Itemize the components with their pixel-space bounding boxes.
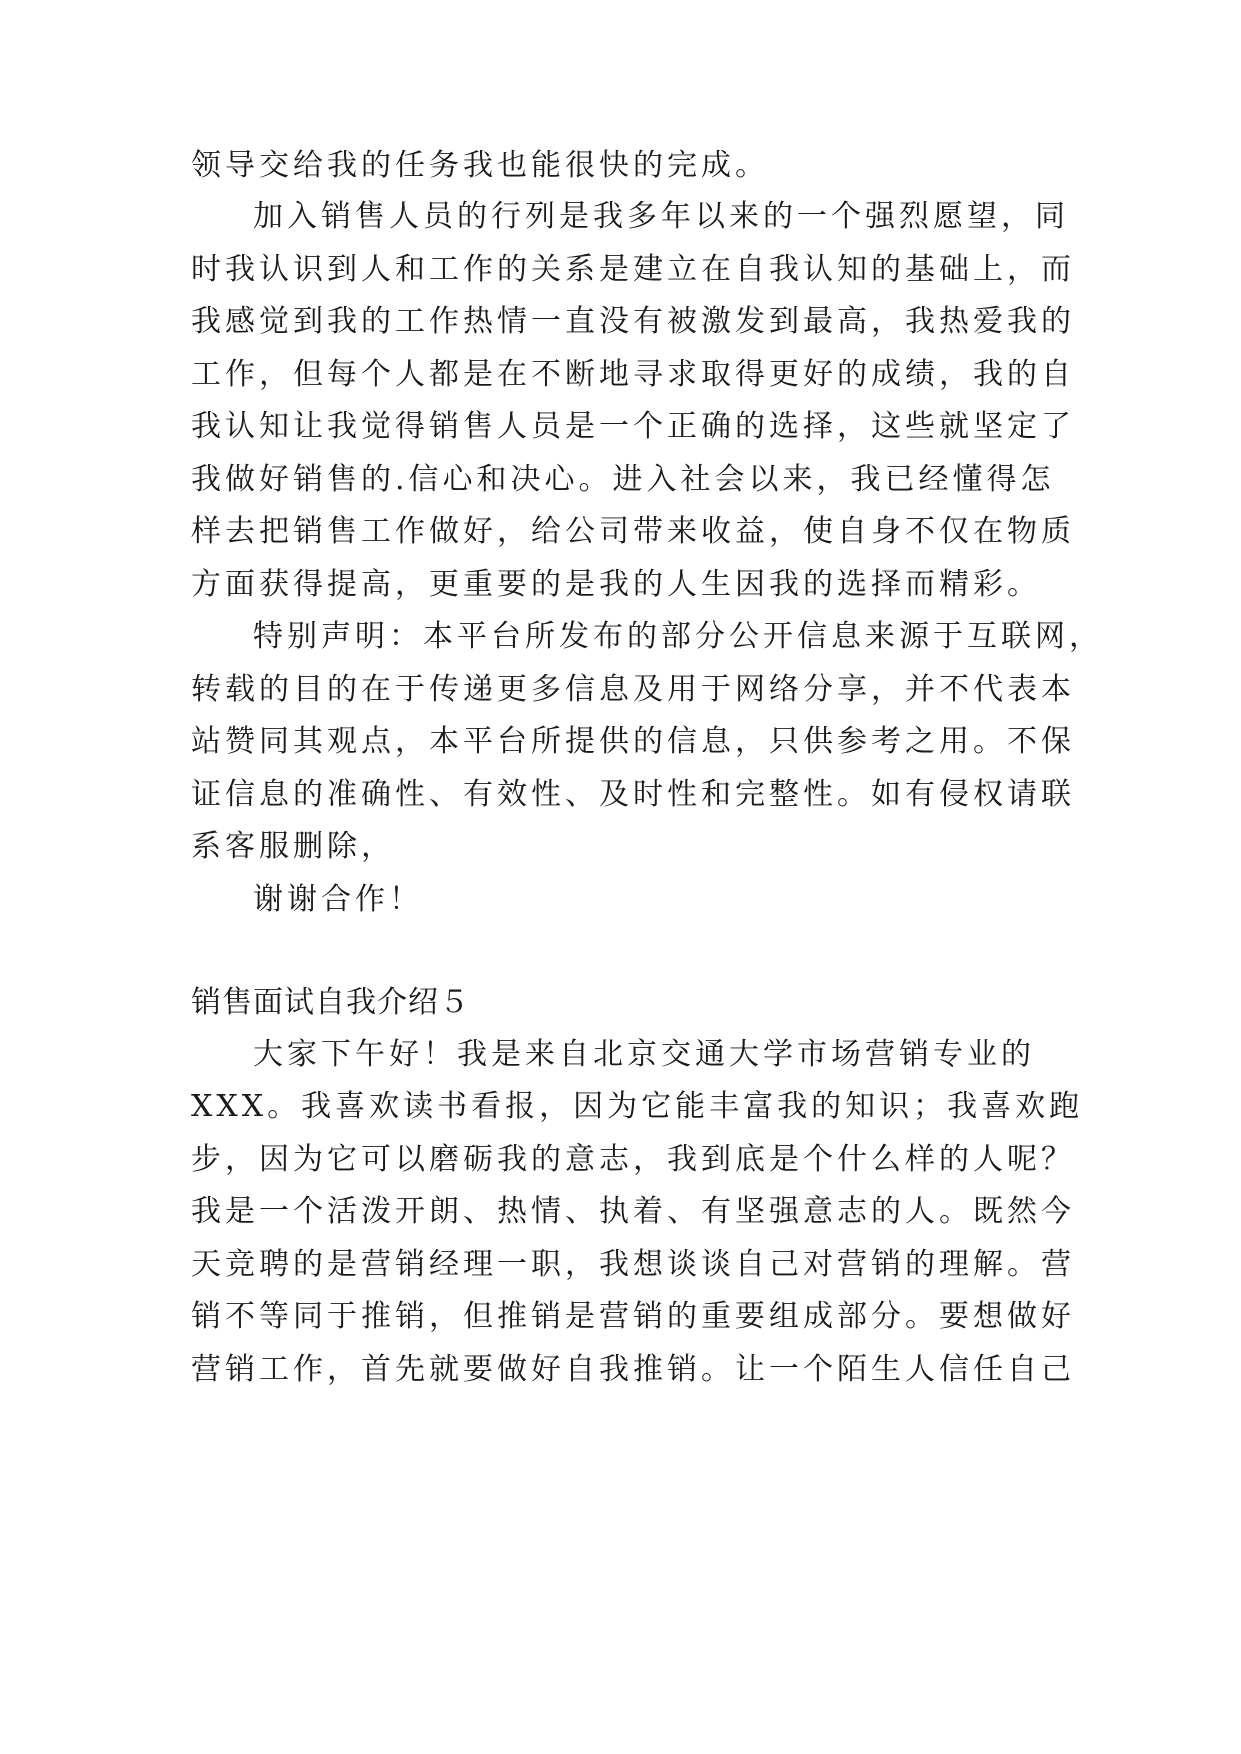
text-line: 营销工作，首先就要做好自我推销。让一个陌生人信任自己	[191, 1352, 1075, 1387]
text-line: 我是一个活泼开朗、热情、执着、有坚强意志的人。既然今	[191, 1194, 1075, 1229]
thanks-line: 谢谢合作！	[253, 882, 423, 917]
text-line: 步，因为它可以磨砺我的意志，我到底是个什么样的人呢？	[191, 1142, 1075, 1177]
text-line: 站赞同其观点，本平台所提供的信息，只供参考之用。不保	[191, 724, 1075, 759]
text-line: 工作，但每个人都是在不断地寻求取得更好的成绩，我的自	[191, 357, 1075, 392]
text-line: 我感觉到我的工作热情一直没有被激发到最高，我热爱我的	[191, 304, 1075, 339]
text-line: 系客服删除，	[191, 829, 395, 864]
text-line: 证信息的准确性、有效性、及时性和完整性。如有侵权请联	[191, 777, 1075, 812]
text-line: 我做好销售的.信心和决心。进入社会以来，我已经懂得怎	[191, 462, 1055, 497]
text-line: 时我认识到人和工作的关系是建立在自我认知的基础上，而	[191, 252, 1075, 287]
text-line: 天竞聘的是营销经理一职，我想谈谈自己对营销的理解。营	[191, 1247, 1075, 1282]
paragraph-start: 大家下午好！我是来自北京交通大学市场营销专业的	[253, 1037, 1035, 1072]
section-heading: 销售面试自我介绍５	[191, 985, 470, 1020]
text-line: 销不等同于推销，但推销是营销的重要组成部分。要想做好	[191, 1299, 1075, 1334]
text-line: 转载的目的在于传递更多信息及用于网络分享，并不代表本	[191, 672, 1075, 707]
text-line: 样去把销售工作做好，给公司带来收益，使自身不仅在物质	[191, 514, 1075, 549]
paragraph-start: 加入销售人员的行列是我多年以来的一个强烈愿望，同	[253, 199, 1069, 234]
text-line: 我认知让我觉得销售人员是一个正确的选择，这些就坚定了	[191, 409, 1075, 444]
disclaimer-start: 特别声明：本平台所发布的部分公开信息来源于互联网，	[253, 619, 1103, 654]
text-line: 方面获得提高，更重要的是我的人生因我的选择而精彩。	[191, 567, 1041, 602]
text-line: 领导交给我的任务我也能很快的完成。	[191, 148, 769, 183]
text-line: XXX。我喜欢读书看报，因为它能丰富我的知识；我喜欢跑	[191, 1089, 1084, 1124]
